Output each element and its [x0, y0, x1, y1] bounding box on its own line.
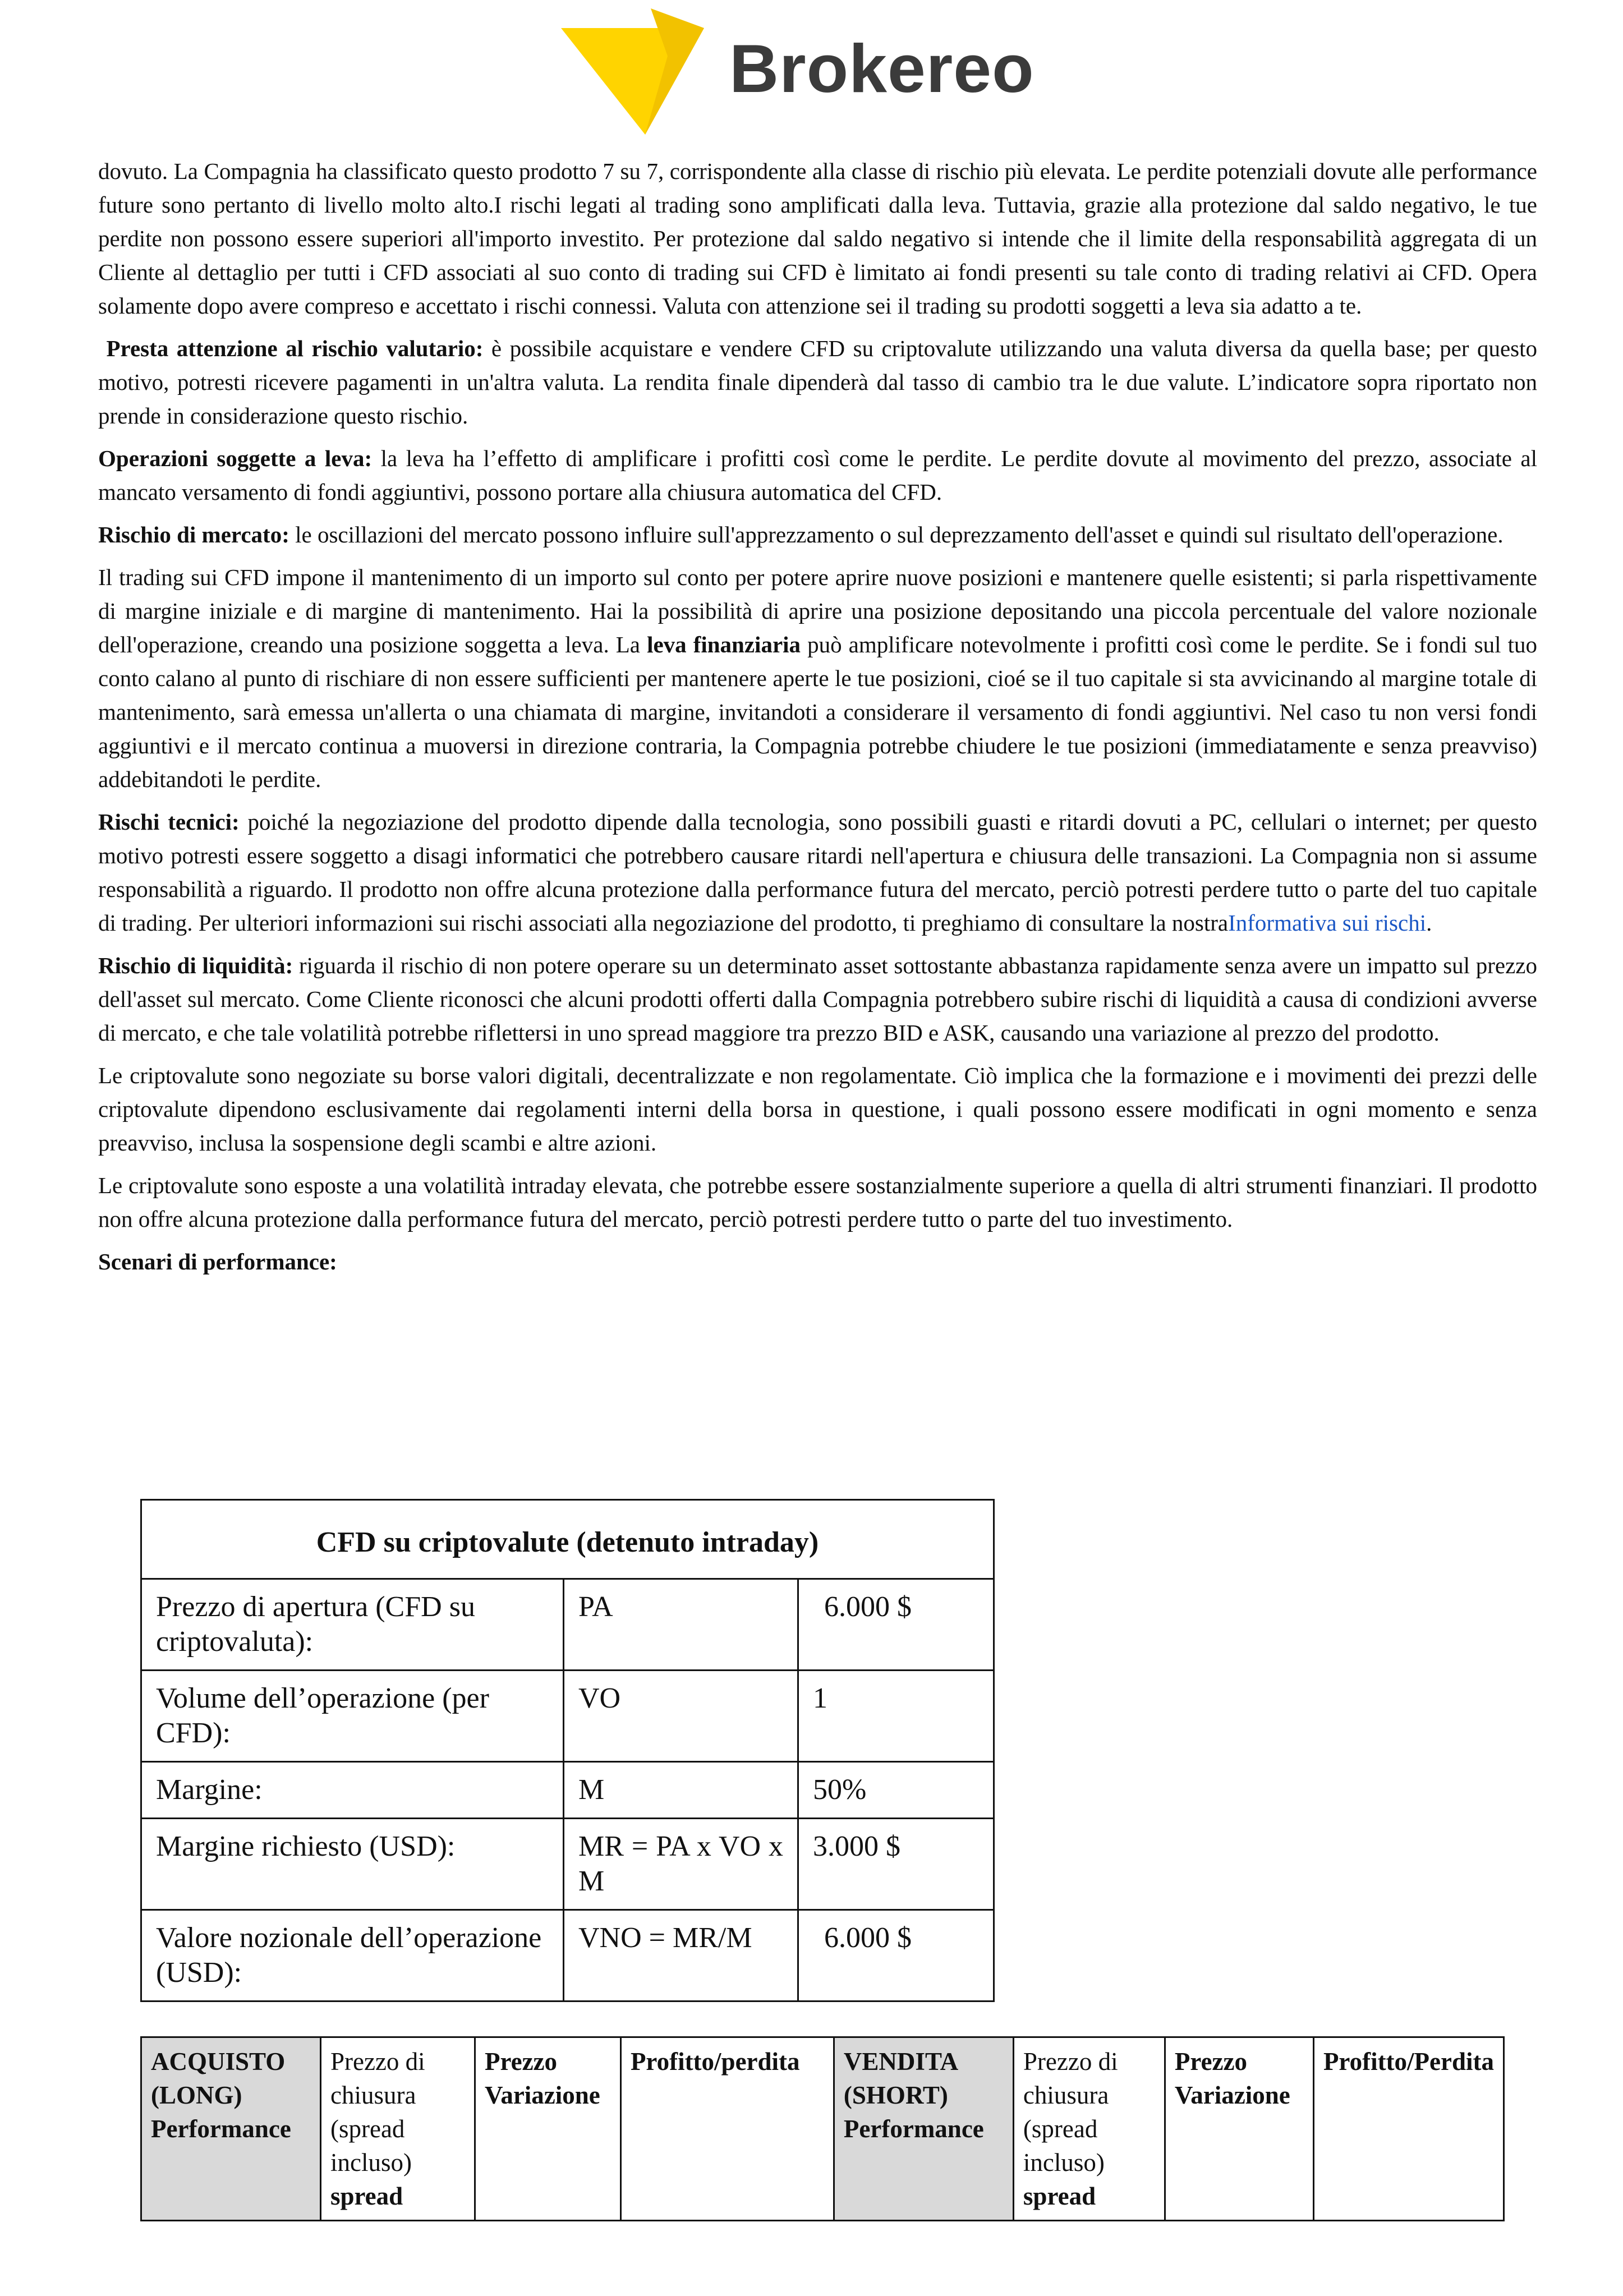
crypto-volatility-paragraph: Le criptovalute sono esposte a una volatilità intraday elevata, che potrebbe essere sostanzialmente superiore a quella di altri strumenti finanziari. Il prodotto non offre alcuna protezione dalla performance futura del mercato, perciò potresti perdere tutto o parte del tuo investimento. [98, 1172, 1537, 1232]
table-cell: 50% [798, 1762, 994, 1819]
liquidity-risk-paragraph: Rischio di liquidità: riguarda il rischio di non potere operare su un determinato asset sottostante abbastanza rapidamente senza avere un impatto sul prezzo dell'asset sul mercato. Come Cliente riconosci che alcuni prodotti offerti dalla Compagnia potrebbero subire rischi di liquidità a causa di condizioni avverse di mercato, e che tale volatilità potrebbe riflettersi in uno spread maggiore tra prezzo BID e ASK, causando una variazione al prezzo del prodotto. [98, 953, 1537, 1046]
long-price-change-header: Prezzo Variazione [475, 2037, 620, 2221]
leverage-paragraph: Operazioni soggette a leva: la leva ha l’effetto di amplificare i profitti così come le perdite. Le perdite dovute al movimento del prezzo, associate al mancato versamento di fondi aggiuntivi, possono portare alla chiusura automatica del CFD. [98, 445, 1537, 505]
brand-logo-icon [561, 6, 712, 140]
table-cell: M [564, 1762, 798, 1819]
short-profit-loss-header: Profitto/Perdita [1313, 2037, 1504, 2221]
document-body [98, 154, 1537, 1287]
table-cell: 6.000 $ [798, 1579, 994, 1671]
table-cell: VO [564, 1671, 798, 1762]
table-cell: Margine: [141, 1762, 564, 1819]
performance-scenarios-table [140, 2036, 1505, 2221]
financial-leverage-term: leva finanziaria [647, 632, 801, 657]
table-row [141, 1910, 994, 2001]
table-row [141, 1819, 994, 1910]
scenarios-title: Scenari di performance: [98, 1249, 337, 1274]
table-cell: MR = PA x VO x M [564, 1819, 798, 1910]
table-cell: Margine richiesto (USD): [141, 1819, 564, 1910]
short-performance-header: VENDITA (SHORT) Performance [834, 2037, 1013, 2221]
margin-paragraph: Il trading sui CFD impone il mantenimento di un importo sul conto per potere aprire nuove posizioni e mantenere quelle esistenti; si parla rispettivamente di margine iniziale e di margine di mantenimento. Hai la possibilità di aprire una posizione depositando una piccola percentuale del valore nozionale dell'operazione, creando una posizione soggetta a leva. La leva finanziaria può amplificare notevolmente i profitti così come le perdite. Se i fondi sul tuo conto calano al punto di rischiare di non essere sufficienti per mantenere aperte le tue posizioni, cioé se il tuo capitale si sta avvicinando al margine totale di mantenimento, sarà emessa un'allerta o una chiamata di margine, invitandoti a considerare il versamento di fondi aggiuntivi. Nel caso tu non versi fondi aggiuntivi e il mercato continua a muoversi in direzione contraria, la Compagnia potrebbe chiudere le tue posizioni (immediatamente e senza preavviso) addebitandoti le perdite. [98, 564, 1538, 792]
table-cell: Prezzo di apertura (CFD su criptovaluta): [141, 1579, 564, 1671]
table-row [141, 1762, 994, 1819]
currency-risk-paragraph: Presta attenzione al rischio valutario: è possibile acquistare e vendere CFD su criptovalute utilizzando una valuta diversa da quella base; per questo motivo, potresti ricevere pagamenti in un'altra valuta. La rendita finale dipenderà dal tasso di cambio tra le due valute. L’indicatore sopra riportato non prende in considerazione questo rischio. [98, 335, 1537, 429]
brand-logo [561, 6, 1066, 146]
intraday-parameters-table [140, 1499, 995, 2002]
table-row [141, 1500, 994, 1579]
table-cell: 1 [798, 1671, 994, 1762]
table-row [141, 1579, 994, 1671]
table-cell: Valore nozionale dell’operazione (USD): [141, 1910, 564, 2001]
table-row [141, 2037, 1504, 2221]
leverage-label: Operazioni soggette a leva: [98, 445, 373, 471]
long-profit-loss-header: Profitto/perdita [620, 2037, 834, 2221]
table-cell: 3.000 $ [798, 1819, 994, 1910]
long-close-price-header: Prezzo di chiusura (spread incluso) spread [320, 2037, 475, 2221]
brand-name: Brokereo [729, 30, 1035, 107]
risk-disclosure-link[interactable]: Informativa sui rischi [1228, 910, 1427, 936]
table-cell: 6.000 $ [798, 1910, 994, 2001]
table-cell: PA [564, 1579, 798, 1671]
liquidity-risk-label: Rischio di liquidità: [98, 953, 293, 978]
currency-risk-label: Presta attenzione al rischio valutario: [106, 335, 484, 361]
market-risk-label: Rischio di mercato: [98, 522, 289, 547]
long-performance-header: ACQUISTO (LONG) Performance [141, 2037, 321, 2221]
technical-risk-paragraph: Rischi tecnici: poiché la negoziazione del prodotto dipende dalla tecnologia, sono possibili guasti e ritardi dovuti a PC, cellulari o internet; per questo motivo potresti essere soggetto a disagi informatici che potrebbero causare ritardi nell'apertura e chiusura delle transazioni. La Compagnia non si assume responsabilità a riguardo. Il prodotto non offre alcuna protezione dalla performance futura del mercato, perciò potresti perdere tutto o parte del tuo capitale di trading. Per ulteriori informazioni sui rischi associati alla negoziazione del prodotto, ti preghiamo di consultare la nostraInformativa sui rischi. [98, 809, 1537, 936]
table-cell: Volume dell’operazione (per CFD): [141, 1671, 564, 1762]
risk-class-paragraph: dovuto. La Compagnia ha classificato questo prodotto 7 su 7, corrispondente alla classe di rischio più elevata. Le perdite potenziali dovute alle performance future sono pertanto di livello molto alto.I rischi legati al trading sono amplificati dalla leva. Tuttavia, grazie alla protezione dal saldo negativo, le tue perdite non possono essere superiori all'importo investito. Per protezione dal saldo negativo si intende che il limite della responsabilità aggregata di un Cliente al dettaglio per tutti i CFD associati al suo conto di trading sui CFD è limitato ai fondi presenti su tale conto di trading relativi ai CFD. Opera solamente dopo avere compreso e accettato i rischi connessi. Valuta con attenzione sei il trading su prodotti soggetti a leva sia adatto a te. [98, 158, 1537, 319]
short-close-price-header: Prezzo di chiusura (spread incluso) spread [1013, 2037, 1165, 2221]
table-row [141, 1671, 994, 1762]
short-price-change-header: Prezzo Variazione [1165, 2037, 1313, 2221]
market-risk-paragraph: Rischio di mercato: le oscillazioni del mercato possono influire sull'apprezzamento o sul deprezzamento dell'asset e quindi sul risultato dell'operazione. [98, 522, 1504, 547]
table-cell: VNO = MR/M [564, 1910, 798, 2001]
crypto-exchanges-paragraph: Le criptovalute sono negoziate su borse valori digitali, decentralizzate e non regolamentate. Ciò implica che la formazione e i movimenti dei prezzi delle criptovalute dipendono esclusivamente dai regolamenti interni della borsa in questione, i quali possono essere modificati in ogni momento e senza preavviso, inclusa la sospensione degli scambi e altre azioni. [98, 1062, 1537, 1156]
technical-risk-label: Rischi tecnici: [98, 809, 240, 835]
table-caption: CFD su criptovalute (detenuto intraday) [141, 1500, 994, 1579]
